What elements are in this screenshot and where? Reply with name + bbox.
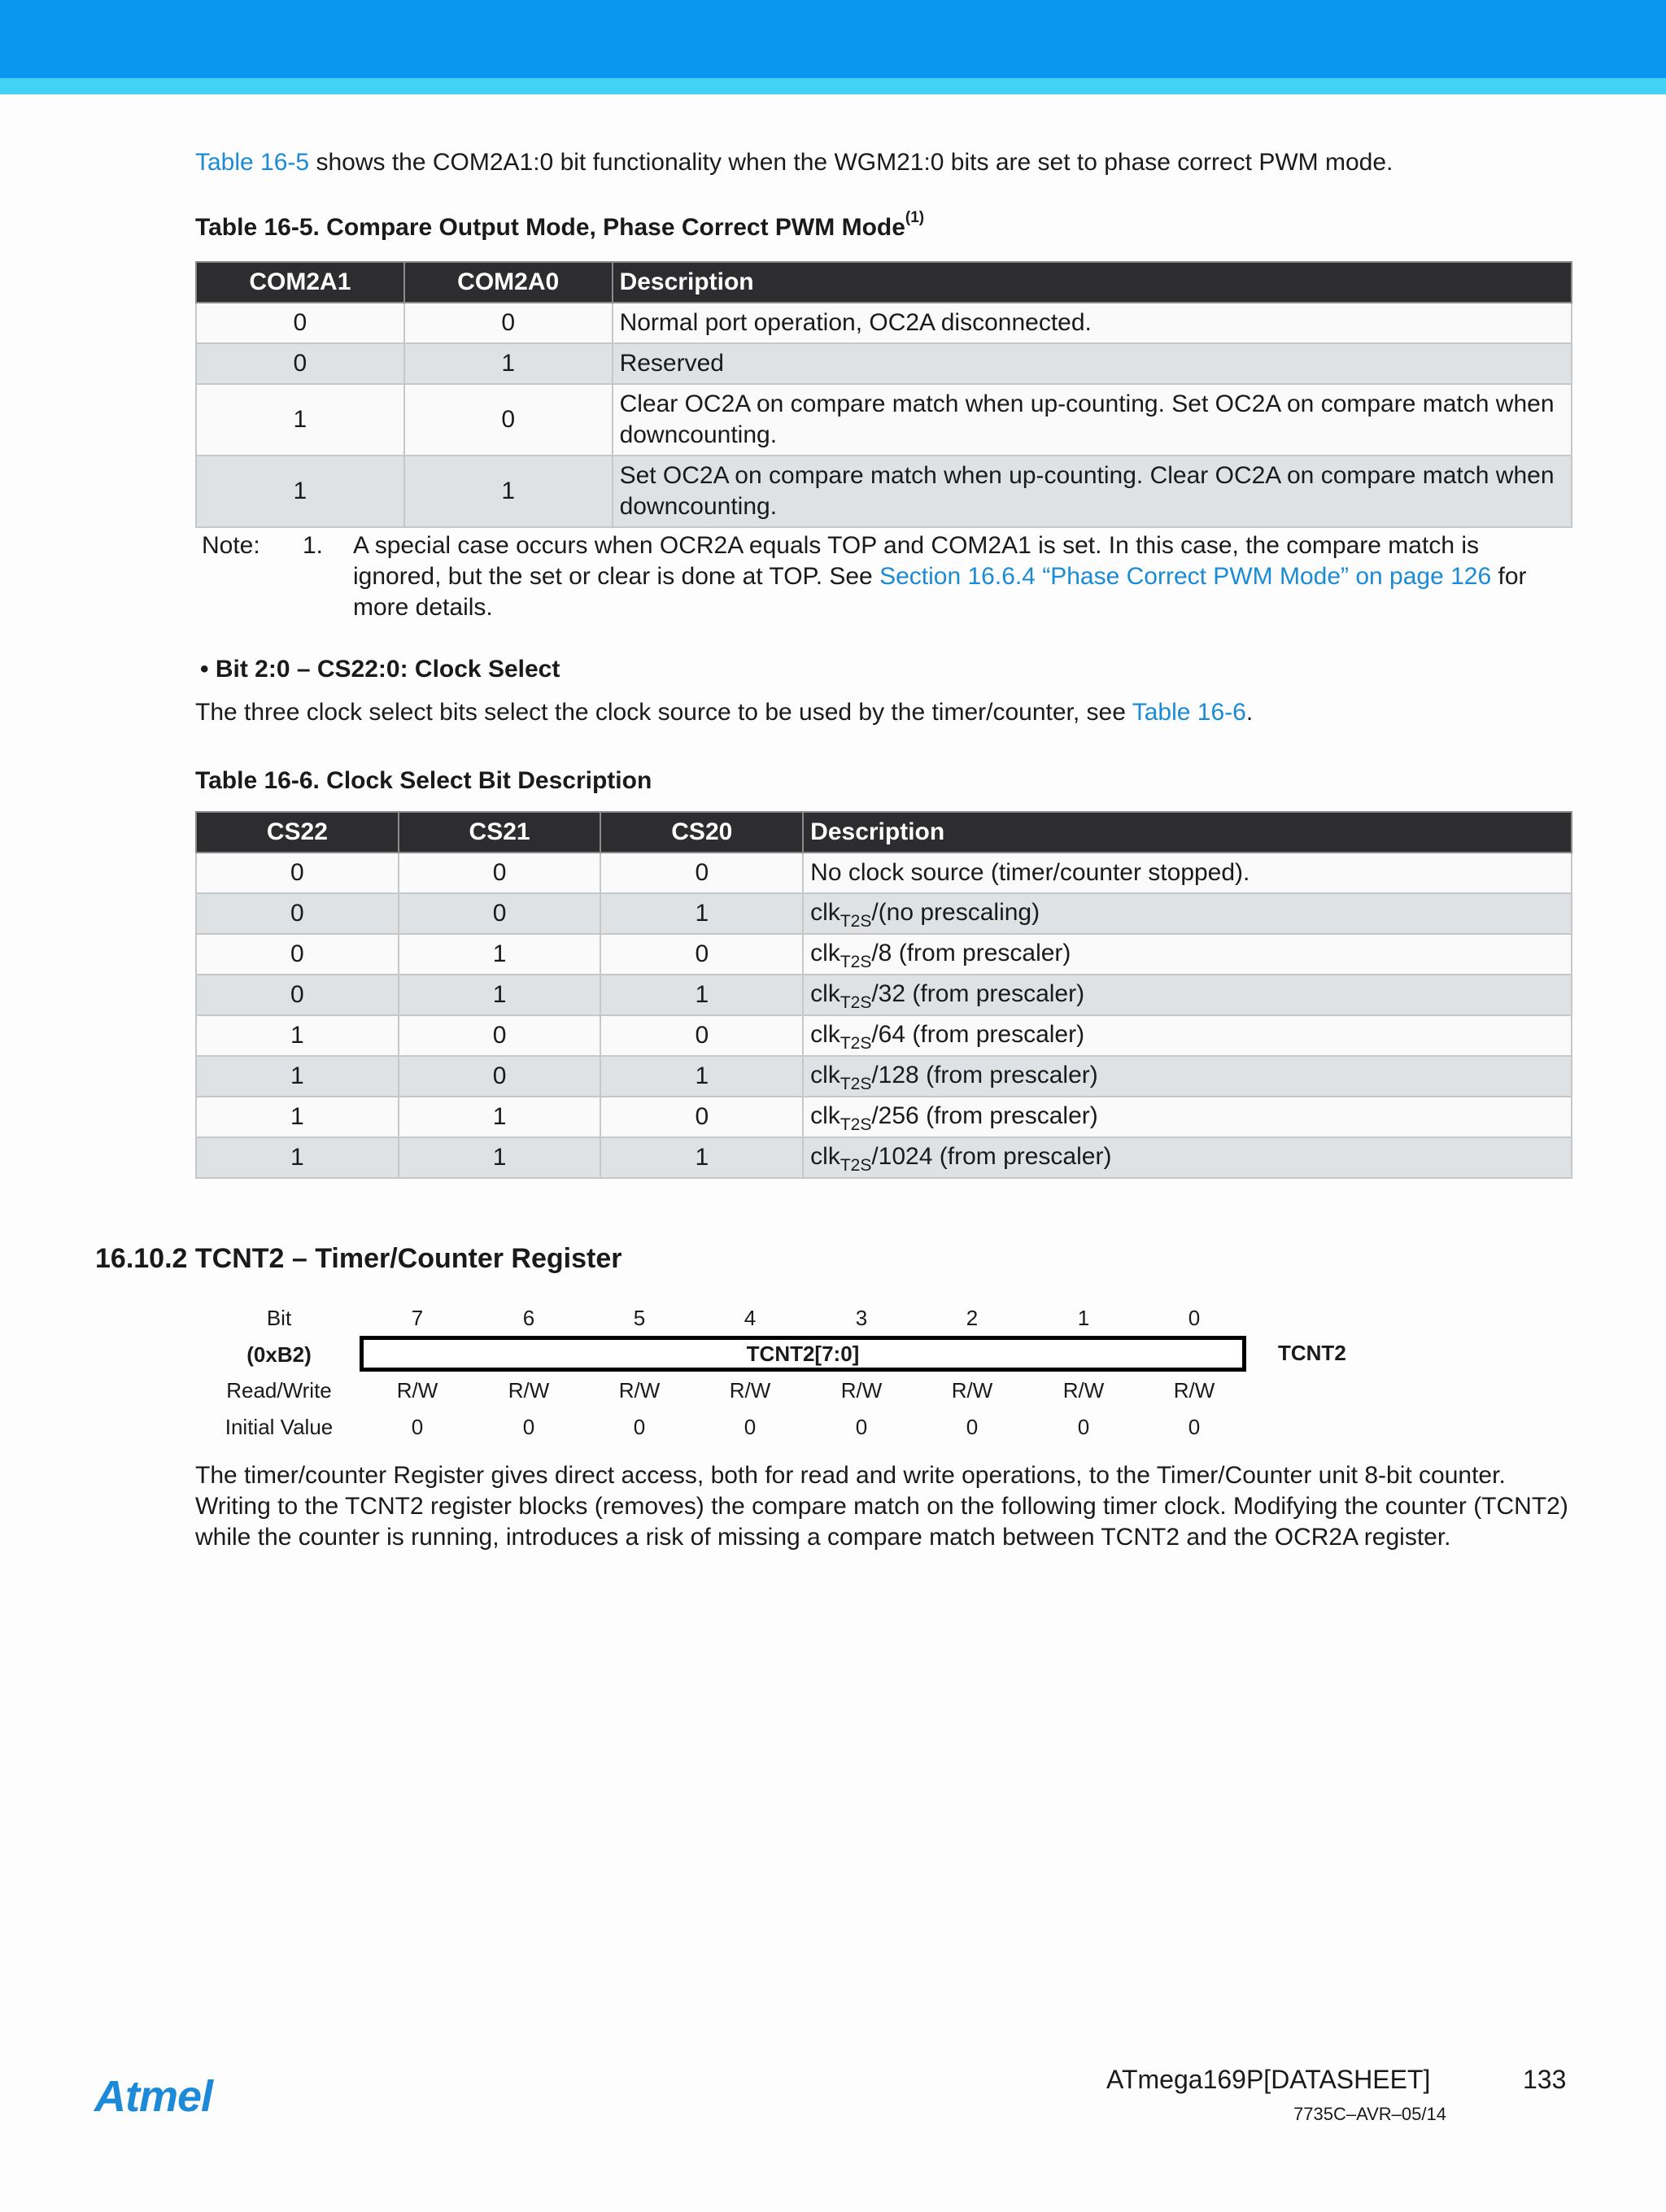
- clk-subscript: T2S: [840, 952, 872, 971]
- bit-number: 5: [633, 1306, 646, 1330]
- header-cs21: CS21: [399, 812, 601, 853]
- rw-value: R/W: [508, 1378, 550, 1403]
- cell-cs20: 0: [600, 853, 803, 893]
- header-cs20: CS20: [600, 812, 803, 853]
- cell-cs22: 1: [196, 1137, 399, 1178]
- page-number: 133: [1523, 2065, 1567, 2094]
- cell-com2a0: 1: [404, 343, 613, 384]
- cell-description: [803, 1097, 1572, 1137]
- cell-description: Reserved: [613, 343, 1572, 384]
- table-header-row: [196, 262, 1572, 303]
- rw-value: R/W: [618, 1378, 661, 1403]
- compare-output-table: [195, 261, 1572, 528]
- cell-com2a0: 0: [404, 384, 613, 456]
- initial-value: 0: [744, 1415, 757, 1439]
- register-field-box: TCNT2[7:0]: [360, 1336, 1246, 1372]
- clk-text: clk: [810, 1102, 840, 1129]
- caption-text: Table 16-5. Compare Output Mode, Phase Correct PWM Mode: [195, 214, 905, 241]
- clk-text: clk: [810, 979, 840, 1007]
- cell-cs22: 0: [196, 893, 399, 934]
- clk-text: clk: [810, 1142, 840, 1170]
- cell-description: [803, 1056, 1572, 1097]
- bit-number: 3: [855, 1306, 868, 1330]
- clk-subscript: T2S: [840, 1033, 872, 1053]
- read-write-label: Read/Write: [226, 1378, 332, 1403]
- bit-number: 1: [1077, 1306, 1090, 1330]
- table-16-5-caption: [195, 209, 925, 242]
- cell-com2a1: 0: [196, 343, 404, 384]
- table-row: [196, 456, 1572, 527]
- prescaler-text: /(no prescaling): [871, 898, 1040, 926]
- footnote-marker[interactable]: (1): [905, 209, 925, 226]
- rw-value: R/W: [840, 1378, 883, 1403]
- bit-number: 0: [1188, 1306, 1201, 1330]
- header-com2a1: COM2A1: [196, 262, 404, 303]
- header-bar: [0, 0, 1666, 78]
- cell-com2a1: 1: [196, 384, 404, 456]
- table-row: [196, 1056, 1572, 1097]
- cell-cs20: 0: [600, 1015, 803, 1056]
- initial-value: 0: [1077, 1415, 1090, 1439]
- cell-description: [803, 893, 1572, 934]
- table-row: [196, 853, 1572, 893]
- note-label: Note:: [202, 532, 260, 559]
- cell-description: Normal port operation, OC2A disconnected.: [613, 303, 1572, 343]
- header-stripe: [0, 78, 1666, 94]
- note-text-part: for more details.: [353, 563, 1527, 621]
- clk-text: clk: [810, 1020, 840, 1048]
- table-row: [196, 893, 1572, 934]
- atmel-logo: Atmel: [94, 2072, 213, 2121]
- table-row: [196, 1097, 1572, 1137]
- clock-text: The three clock select bits select the clock source to be used by the timer/counter, see: [195, 699, 1132, 726]
- cell-cs22: 1: [196, 1015, 399, 1056]
- cell-cs20: 1: [600, 975, 803, 1015]
- prescaler-text: /64 (from prescaler): [871, 1020, 1085, 1048]
- clk-subscript: T2S: [840, 1115, 872, 1134]
- cell-cs20: 1: [600, 893, 803, 934]
- rw-value: R/W: [729, 1378, 771, 1403]
- clock-select-paragraph: [195, 697, 1570, 728]
- clk-subscript: T2S: [840, 1155, 872, 1175]
- intro-text: shows the COM2A1:0 bit functionality when the WGM21:0 bits are set to phase correct PWM mode.: [309, 149, 1393, 176]
- section-title: 16.10.2 TCNT2 – Timer/Counter Register: [95, 1243, 622, 1274]
- cell-cs22: 1: [196, 1056, 399, 1097]
- bit-label: Bit: [266, 1306, 292, 1330]
- table-header-row: [196, 812, 1572, 853]
- cell-com2a1: 0: [196, 303, 404, 343]
- rw-value: R/W: [396, 1378, 438, 1403]
- prescaler-text: /128 (from prescaler): [871, 1061, 1098, 1089]
- cell-description: [803, 934, 1572, 975]
- rw-value: R/W: [951, 1378, 993, 1403]
- cell-description: [803, 1137, 1572, 1178]
- note-text-part: A special case occurs when OCR2A equals TOP and COM2A1 is set. In this case, the compare match is ignored, but the set or clear is done at TOP. See: [353, 532, 1479, 590]
- intro-paragraph: [195, 147, 1570, 178]
- cell-cs21: 1: [399, 1097, 601, 1137]
- table-row: [196, 384, 1572, 456]
- initial-value: 0: [411, 1415, 424, 1439]
- cell-cs21: 0: [399, 853, 601, 893]
- rw-value: R/W: [1173, 1378, 1215, 1403]
- cell-cs20: 0: [600, 934, 803, 975]
- cell-com2a0: 1: [404, 456, 613, 527]
- clock-select-table: [195, 811, 1572, 1179]
- cell-description: [803, 975, 1572, 1015]
- cell-cs21: 0: [399, 1015, 601, 1056]
- initial-value: 0: [1188, 1415, 1201, 1439]
- cell-description: No clock source (timer/counter stopped).: [803, 853, 1572, 893]
- bit-number: 2: [966, 1306, 979, 1330]
- table-16-5-link[interactable]: Table 16-5: [195, 149, 310, 176]
- clock-text-end: .: [1245, 699, 1254, 726]
- document-code: 7735C–AVR–05/14: [1293, 2104, 1446, 2124]
- table-16-6-caption: Table 16-6. Clock Select Bit Description: [195, 767, 652, 794]
- cell-cs21: 1: [399, 1137, 601, 1178]
- note-number: 1.: [303, 532, 324, 559]
- header-com2a0: COM2A0: [404, 262, 613, 303]
- register-address: (0xB2): [246, 1342, 312, 1367]
- cell-cs20: 0: [600, 1097, 803, 1137]
- clk-text: clk: [810, 898, 840, 926]
- cell-cs21: 0: [399, 1056, 601, 1097]
- footer-document-title: ATmega169P[DATASHEET]: [1106, 2065, 1431, 2094]
- prescaler-text: /256 (from prescaler): [871, 1102, 1098, 1129]
- cell-description: Set OC2A on compare match when up-counting. Clear OC2A on compare match when downcounting.: [613, 456, 1572, 527]
- cell-cs22: 1: [196, 1097, 399, 1137]
- clk-subscript: T2S: [840, 1074, 872, 1093]
- initial-value: 0: [522, 1415, 535, 1439]
- header-description: Description: [613, 262, 1572, 303]
- prescaler-text: /32 (from prescaler): [871, 979, 1085, 1007]
- clk-text: clk: [810, 939, 840, 966]
- bit-number: 4: [744, 1306, 757, 1330]
- bit-description-heading: • Bit 2:0 – CS22:0: Clock Select: [200, 656, 560, 683]
- register-name: TCNT2: [1278, 1341, 1346, 1365]
- register-description: The timer/counter Register gives direct access, both for read and write operations, to the Timer/Counter unit 8-bit counter. Writing to the TCNT2 register blocks (removes) the compare match on the following timer clock. Modifying the counter (TCNT2) while the counter is running, introduces a risk of missing a compare match between TCNT2 and the OCR2A register.: [195, 1462, 1568, 1551]
- cell-com2a0: 0: [404, 303, 613, 343]
- cell-cs22: 0: [196, 975, 399, 1015]
- table-row: [196, 1137, 1572, 1178]
- prescaler-text: /1024 (from prescaler): [871, 1142, 1112, 1170]
- table-row: [196, 975, 1572, 1015]
- table-row: [196, 303, 1572, 343]
- cell-cs21: 0: [399, 893, 601, 934]
- cell-cs22: 0: [196, 934, 399, 975]
- cell-description: Clear OC2A on compare match when up-counting. Set OC2A on compare match when downcounting.: [613, 384, 1572, 456]
- cell-cs21: 1: [399, 934, 601, 975]
- table-16-6-link[interactable]: Table 16-6: [1132, 699, 1246, 726]
- rw-value: R/W: [1062, 1378, 1105, 1403]
- cell-cs20: 1: [600, 1056, 803, 1097]
- clk-text: clk: [810, 1061, 840, 1089]
- bit-number: 7: [411, 1306, 424, 1330]
- table-row: [196, 934, 1572, 975]
- note-text: [353, 530, 1557, 623]
- bit-number: 6: [522, 1306, 535, 1330]
- table-row: [196, 1015, 1572, 1056]
- cell-description: [803, 1015, 1572, 1056]
- header-description: Description: [803, 812, 1572, 853]
- cell-cs21: 1: [399, 975, 601, 1015]
- initial-value: 0: [855, 1415, 868, 1439]
- clk-subscript: T2S: [840, 911, 872, 931]
- prescaler-text: /8 (from prescaler): [871, 939, 1071, 966]
- table-row: [196, 343, 1572, 384]
- initial-value: 0: [633, 1415, 646, 1439]
- clk-subscript: T2S: [840, 993, 872, 1012]
- initial-value-label: Initial Value: [225, 1415, 334, 1439]
- cell-cs20: 1: [600, 1137, 803, 1178]
- section-16-6-4-link[interactable]: Section 16.6.4 “Phase Correct PWM Mode” on page 126: [879, 563, 1492, 590]
- cell-com2a1: 1: [196, 456, 404, 527]
- header-cs22: CS22: [196, 812, 399, 853]
- cell-cs22: 0: [196, 853, 399, 893]
- initial-value: 0: [966, 1415, 979, 1439]
